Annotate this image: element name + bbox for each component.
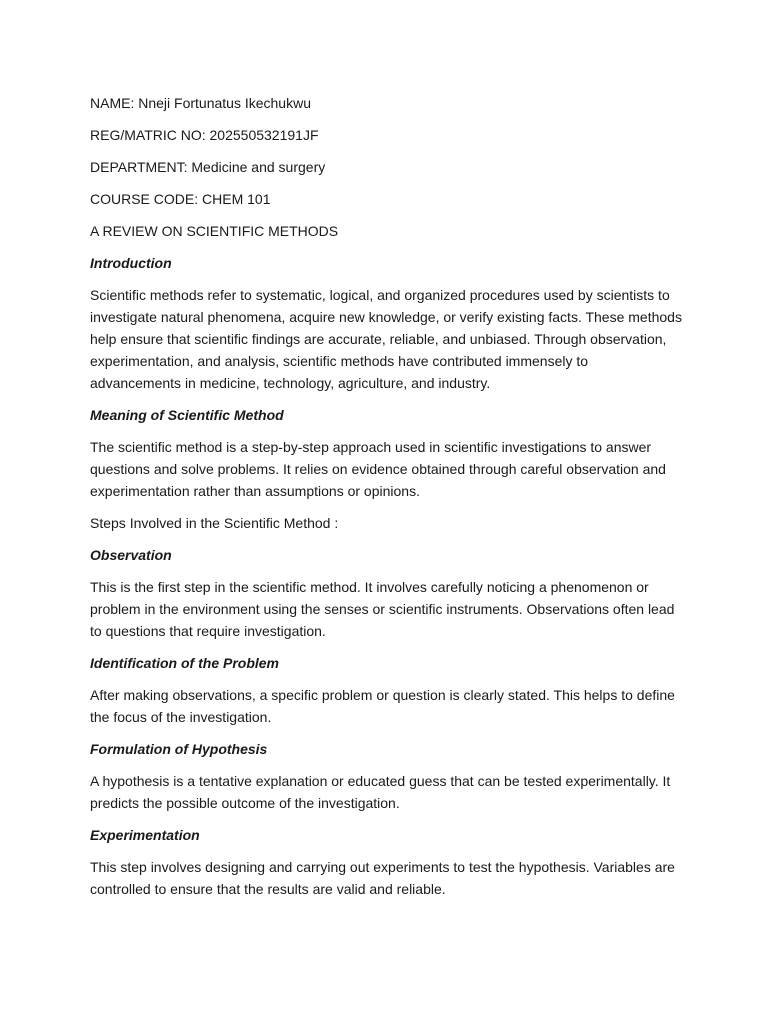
observation-heading: Observation — [90, 547, 172, 563]
reg-number: REG/MATRIC NO: 202550532191JF — [90, 127, 319, 143]
hypothesis-paragraph: A hypothesis is a tentative explanation or educated guess that can be tested experimentally. It predicts the possible outcome of the investigation. — [90, 773, 671, 811]
observation-paragraph: This is the first step in the scientific method. It involves carefully noticing a phenomenon or problem in the environment using the senses or scientific instruments. Observations often lead to questions that require investigation. — [90, 579, 675, 639]
experimentation-paragraph: This step involves designing and carrying out experiments to test the hypothesis. Variables are controlled to ensure that the results are valid and reliable. — [90, 859, 675, 897]
introduction-heading: Introduction — [90, 255, 172, 271]
student-name: NAME: Nneji Fortunatus Ikechukwu — [90, 95, 311, 111]
meaning-paragraph: The scientific method is a step-by-step approach used in scientific investigations to answer questions and solve problems. It relies on evidence obtained through careful observation and experimentation rather than assumptions or opinions. — [90, 439, 666, 499]
meaning-heading: Meaning of Scientific Method — [90, 407, 284, 423]
department: DEPARTMENT: Medicine and surgery — [90, 159, 326, 175]
course-code: COURSE CODE: CHEM 101 — [90, 191, 271, 207]
document-title: A REVIEW ON SCIENTIFIC METHODS — [90, 223, 339, 239]
experimentation-heading: Experimentation — [90, 827, 200, 843]
problem-paragraph: After making observations, a specific problem or question is clearly stated. This helps to define the focus of the investigation. — [90, 687, 675, 725]
document-page — [90, 92, 682, 910]
hypothesis-heading: Formulation of Hypothesis — [90, 741, 268, 757]
problem-heading: Identification of the Problem — [90, 655, 280, 671]
introduction-paragraph: Scientific methods refer to systematic, logical, and organized procedures used by scientists to investigate natural phenomena, acquire new knowledge, or verify existing facts. These methods help ensure that scientific findings are accurate, reliable, and unbiased. Through observation, experimentation, and analysis, scientific methods have contributed immensely to advancements in medicine, technology, agriculture, and industry. — [90, 287, 682, 391]
steps-intro: Steps Involved in the Scientific Method : — [90, 515, 339, 531]
